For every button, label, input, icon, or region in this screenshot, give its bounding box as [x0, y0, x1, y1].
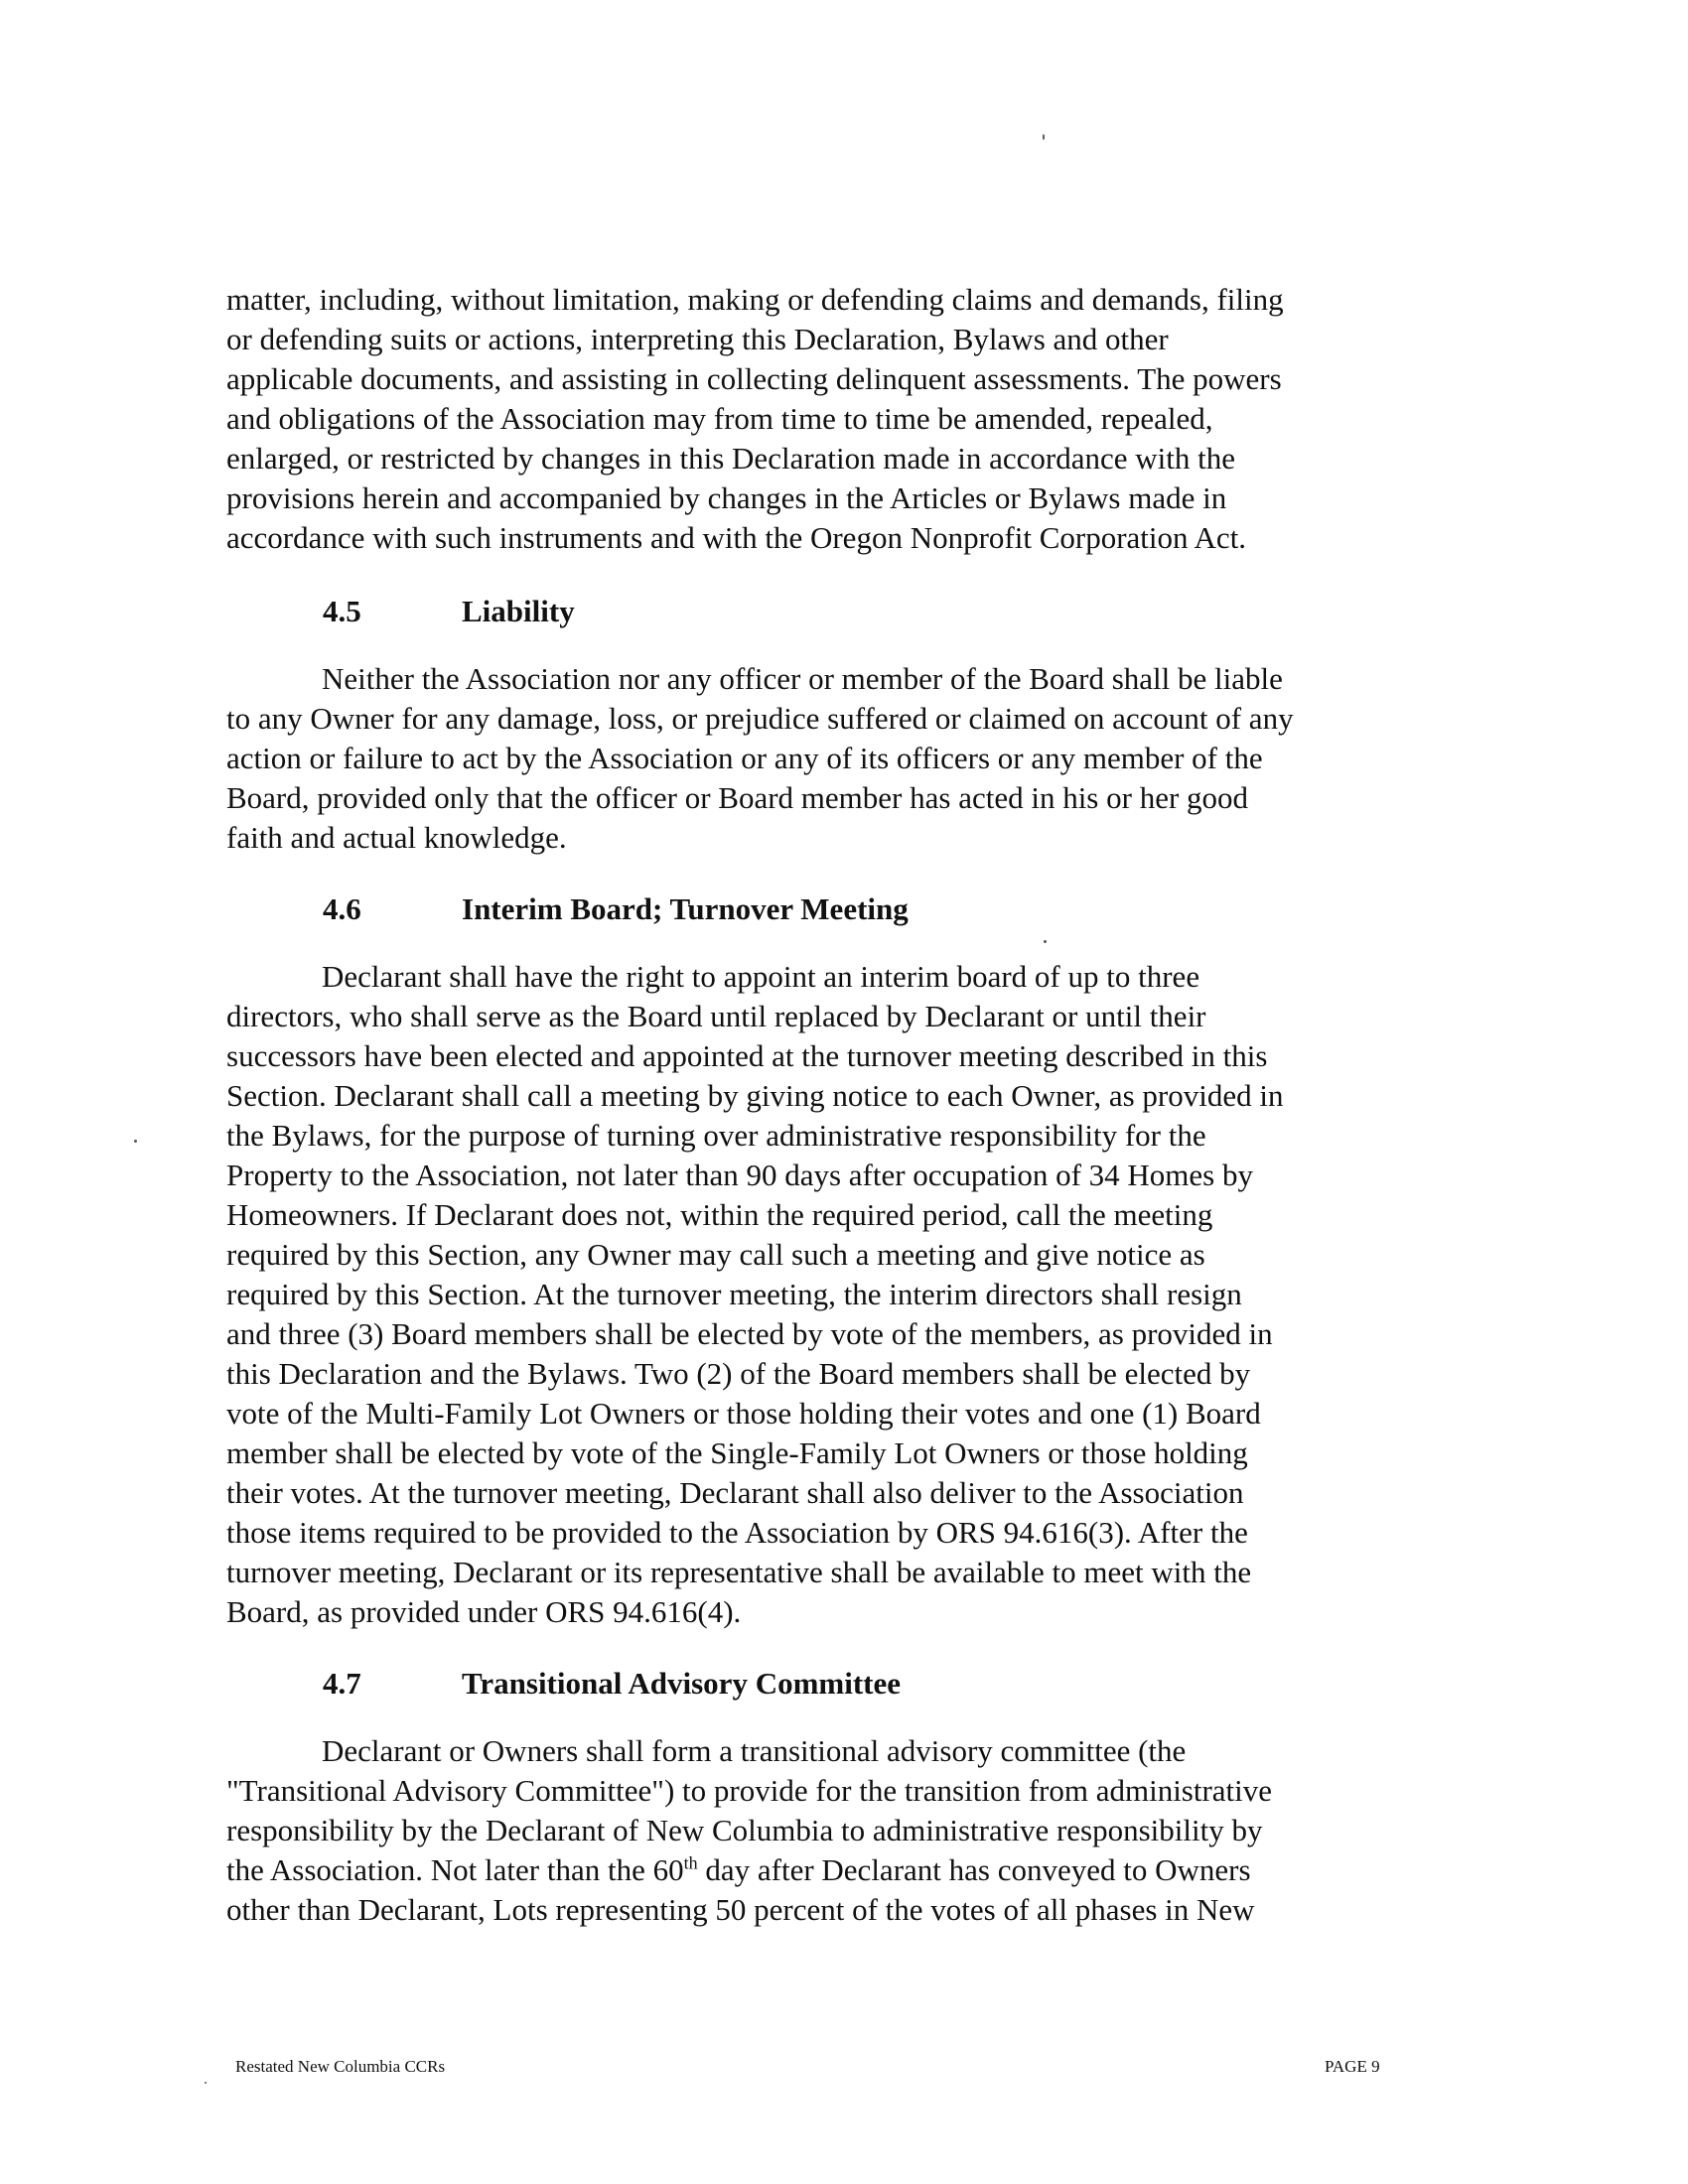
text-line: required by this Section. At the turnover meeting, the interim directors shall resign	[226, 1277, 1242, 1311]
text-line: vote of the Multi-Family Lot Owners or those holding their votes and one (1) Board	[226, 1396, 1261, 1431]
text-line: those items required to be provided to the Association by ORS 94.616(3). After the	[226, 1515, 1248, 1550]
text-line: Declarant or Owners shall form a transitional advisory committee (the	[322, 1733, 1187, 1768]
section-number: 4.5	[323, 594, 361, 628]
text-line: responsibility by the Declarant of New Columbia to administrative responsibility by	[226, 1813, 1263, 1847]
ordinal-superscript: th	[683, 1852, 698, 1873]
text-line: Property to the Association, not later than 90 days after occupation of 34 Homes by	[226, 1158, 1253, 1192]
text-segment: the Association. Not later than the 60	[226, 1852, 684, 1887]
text-line: or defending suits or actions, interpreting this Declaration, Bylaws and other	[226, 322, 1169, 356]
text-line: faith and actual knowledge.	[226, 820, 567, 855]
scan-speck	[205, 2082, 207, 2084]
text-line: to any Owner for any damage, loss, or prejudice suffered or claimed on account of any	[226, 701, 1294, 736]
text-line: action or failure to act by the Association or any of its officers or any member of the	[226, 741, 1263, 775]
text-segment: day after Declarant has conveyed to Owners	[697, 1852, 1251, 1887]
footer-page-number: PAGE 9	[1325, 2057, 1380, 2076]
scan-speck	[1043, 134, 1045, 140]
text-line: and obligations of the Association may from time to time be amended, repealed,	[226, 401, 1213, 436]
text-line: required by this Section, any Owner may call such a meeting and give notice as	[226, 1237, 1205, 1272]
text-line: directors, who shall serve as the Board until replaced by Declarant or until their	[226, 999, 1206, 1033]
scan-speck	[1044, 940, 1047, 943]
section-number: 4.6	[323, 891, 361, 926]
text-line-with-superscript	[226, 1850, 1251, 1890]
scan-speck	[134, 1140, 137, 1143]
text-line: matter, including, without limitation, making or defending claims and demands, filing	[226, 282, 1284, 317]
text-line: successors have been elected and appointed at the turnover meeting described in this	[226, 1038, 1268, 1073]
text-line: member shall be elected by vote of the Single-Family Lot Owners or those holding	[226, 1435, 1248, 1470]
text-line: this Declaration and the Bylaws. Two (2) of the Board members shall be elected by	[226, 1356, 1251, 1391]
section-title: Liability	[462, 594, 575, 628]
text-line: Declarant shall have the right to appoint an interim board of up to three	[322, 959, 1200, 994]
text-line: Board, as provided under ORS 94.616(4).	[226, 1594, 742, 1629]
text-line: Board, provided only that the officer or Board member has acted in his or her good	[226, 780, 1249, 815]
section-number: 4.7	[323, 1666, 361, 1701]
text-line: other than Declarant, Lots representing 50 percent of the votes of all phases in New	[226, 1892, 1255, 1927]
text-line: provisions herein and accompanied by changes in the Articles or Bylaws made in	[226, 480, 1227, 515]
text-line: their votes. At the turnover meeting, Declarant shall also deliver to the Association	[226, 1475, 1244, 1510]
text-line: "Transitional Advisory Committee") to provide for the transition from administrative	[226, 1773, 1273, 1808]
text-line: Section. Declarant shall call a meeting by giving notice to each Owner, as provided in	[226, 1078, 1284, 1113]
section-title: Interim Board; Turnover Meeting	[462, 891, 909, 926]
text-line: applicable documents, and assisting in collecting delinquent assessments. The powers	[226, 361, 1282, 396]
text-line: Neither the Association nor any officer or member of the Board shall be liable	[322, 661, 1283, 696]
text-line: turnover meeting, Declarant or its representative shall be available to meet with the	[226, 1555, 1252, 1589]
text-line: Homeowners. If Declarant does not, within the required period, call the meeting	[226, 1197, 1213, 1232]
text-line: enlarged, or restricted by changes in this Declaration made in accordance with the	[226, 441, 1235, 476]
text-line: the Bylaws, for the purpose of turning over administrative responsibility for the	[226, 1118, 1206, 1153]
section-title: Transitional Advisory Committee	[462, 1666, 902, 1701]
footer-document-title: Restated New Columbia CCRs	[235, 2057, 446, 2076]
text-line: accordance with such instruments and with the Oregon Nonprofit Corporation Act.	[226, 520, 1247, 555]
text-line: and three (3) Board members shall be elected by vote of the members, as provided in	[226, 1316, 1273, 1351]
